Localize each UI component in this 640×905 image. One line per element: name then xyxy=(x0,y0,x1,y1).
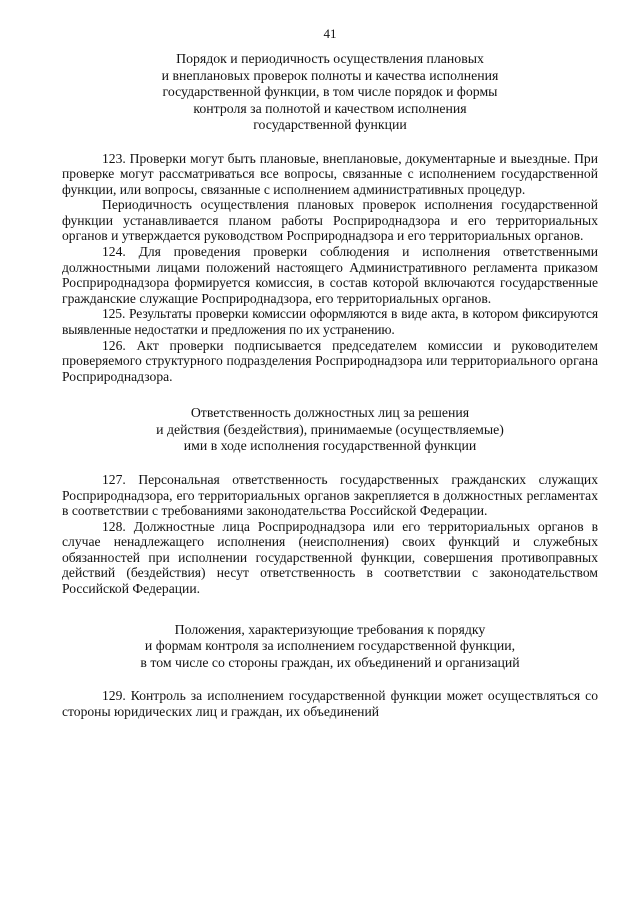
paragraph-127: 127. Персональная ответственность государственных гражданских служащих Росприроднадзора, его территориальных органов закрепляется в должностных регламентах в соответствии с требованиями законодательства Российской Федерации. xyxy=(62,471,598,519)
paragraph-129: 129. Контроль за исполнением государственной функции может осуществляться со стороны юридических лиц и граждан, их объединений xyxy=(62,688,598,719)
spacer xyxy=(62,455,598,472)
heading-line: Порядок и периодичность осуществления плановых xyxy=(176,51,484,66)
paragraph-125: 125. Результаты проверки комиссии оформляются в виде акта, в котором фиксируются выявленные недостатки и предложения по их устранению. xyxy=(62,306,598,338)
heading-line: Положения, характеризующие требования к порядку xyxy=(174,621,486,637)
heading-line: контроля за полнотой и качеством исполнения xyxy=(193,100,467,116)
heading-line: в том числе со стороны граждан, их объединений и организаций xyxy=(140,654,520,670)
heading-line: государственной функции xyxy=(253,117,407,132)
heading-line: государственной функции, в том числе порядок и формы xyxy=(162,84,498,99)
paragraph-periodicity: Периодичность осуществления плановых проверок исполнения государственной функции устанавливается планом работы Росприроднадзора и его территориальных органов и утверждается руководством Росприроднадзора и его территориальных органов. xyxy=(62,197,598,244)
page-number: 41 xyxy=(323,26,337,41)
paragraph-126: 126. Акт проверки подписывается председателем комиссии и руководителем проверяемого структурного подразделения Росприроднадзора или территориального органа Росприроднадзора. xyxy=(62,337,598,384)
spacer xyxy=(62,671,598,688)
paragraph-124: 124. Для проведения проверки соблюдения и исполнения ответственными должностными лицами положений настоящего Административного регламента приказом Росприроднадзора формируется комиссия, в состав которой включаются государственные гражданские служащие Росприроднадзора, его территориальных органов. xyxy=(62,244,598,306)
section-heading-inspections xyxy=(62,51,598,134)
heading-line: ими в ходе исполнения государственной функции xyxy=(183,438,477,454)
document-page xyxy=(62,26,598,719)
section-heading-responsibility xyxy=(62,405,598,455)
heading-line: и формам контроля за исполнением государственной функции, xyxy=(144,638,516,654)
heading-line: и действия (бездействия), принимаемые (осуществляемые) xyxy=(156,421,504,437)
section-heading-control-requirements xyxy=(62,622,598,672)
heading-line: и внеплановых проверок полноты и качества исполнения xyxy=(161,67,499,83)
paragraph-123: 123. Проверки могут быть плановые, внеплановые, документарные и выездные. При проверке могут рассматриваться все вопросы, связанные с исполнением государственной функции, или вопросы, связанные с исполнением административных процедур. xyxy=(62,150,598,197)
paragraph-128: 128. Должностные лица Росприроднадзора или его территориальных органов в случае ненадлежащего исполнения (неисполнения) своих функций и служебных обязанностей при исполнении государственной функции, совершения противоправных действий (бездействия) несут ответственность в соответствии с законодательством Российской Федерации. xyxy=(62,518,598,597)
heading-line: Ответственность должностных лиц за решения xyxy=(190,405,470,421)
spacer xyxy=(62,134,598,151)
